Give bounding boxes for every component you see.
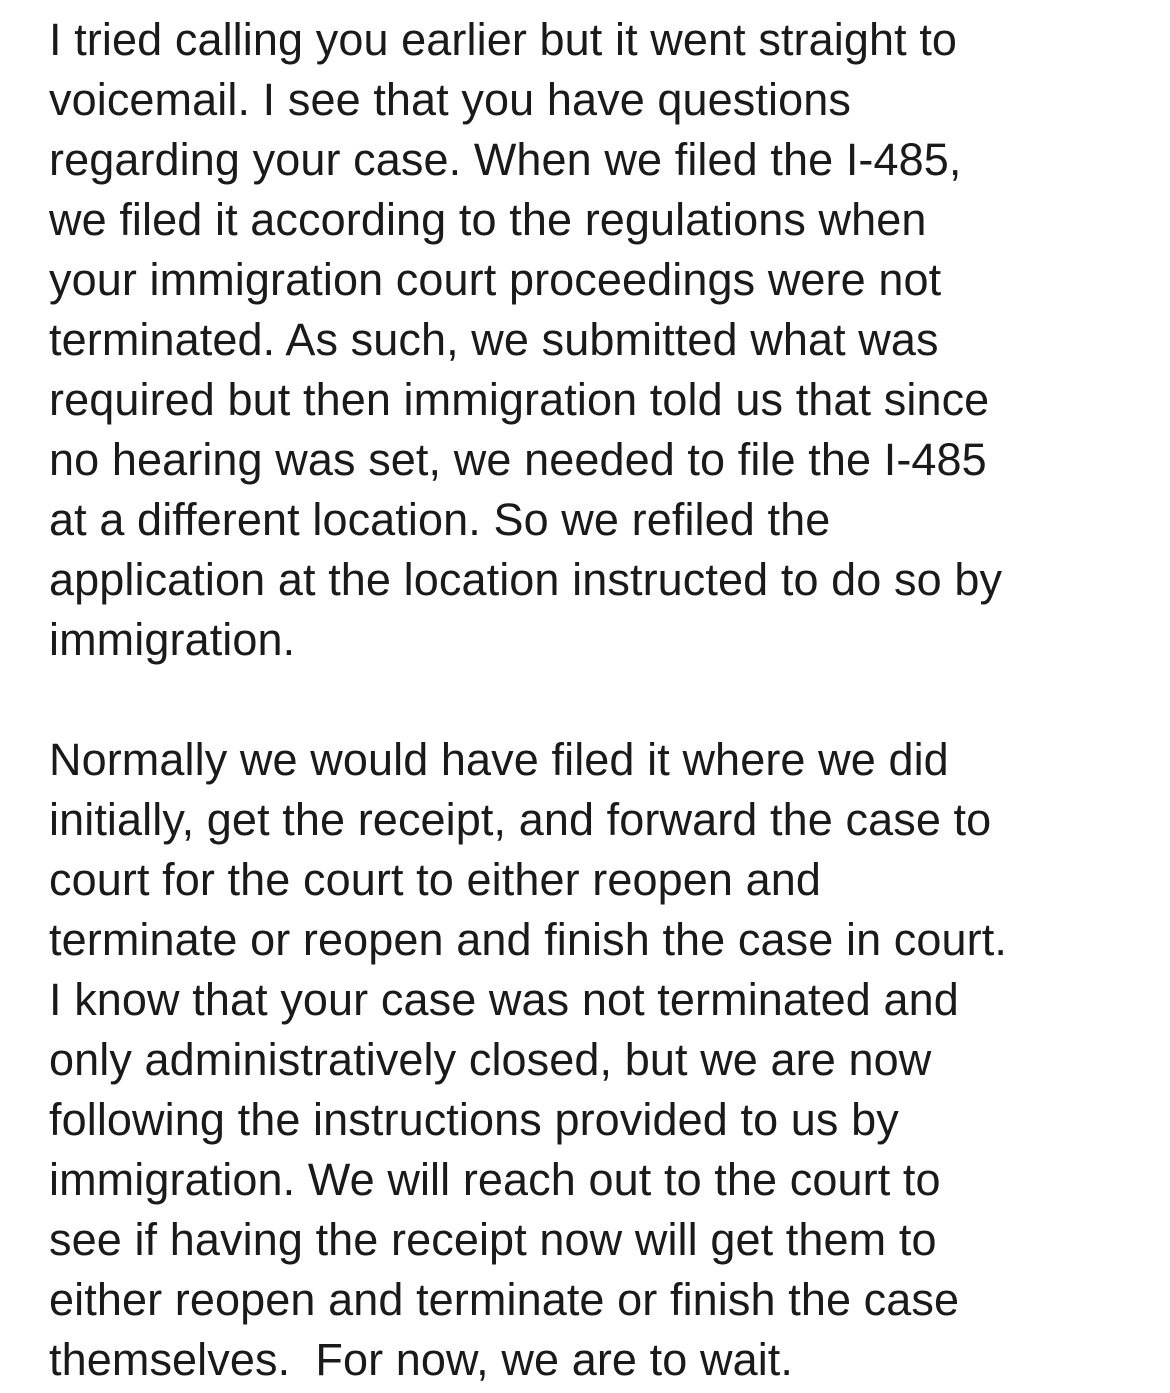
text-line: immigration. xyxy=(49,614,296,665)
text-line: application at the location instructed to do so by xyxy=(49,554,1003,605)
text-line: required but then immigration told us that since xyxy=(49,374,990,425)
text-line: themselves. For now, we are to wait. xyxy=(49,1334,794,1385)
text-line: voicemail. I see that you have questions xyxy=(49,74,851,125)
text-line: initially, get the receipt, and forward the case to xyxy=(49,794,992,845)
text-line: court for the court to either reopen and xyxy=(49,854,821,905)
message-paragraph-1 xyxy=(49,10,1149,670)
text-line: at a different location. So we refiled the xyxy=(49,494,831,545)
text-line: I know that your case was not terminated and xyxy=(49,974,959,1025)
text-line: only administratively closed, but we are now xyxy=(49,1034,932,1085)
text-line: terminate or reopen and finish the case in court. xyxy=(49,914,1007,965)
text-line: I tried calling you earlier but it went straight to xyxy=(49,14,958,65)
text-line: terminated. As such, we submitted what was xyxy=(49,314,939,365)
text-line: either reopen and terminate or finish the case xyxy=(49,1274,960,1325)
text-line: we filed it according to the regulations when xyxy=(49,194,927,245)
text-line: regarding your case. When we filed the I-485, xyxy=(49,134,962,185)
text-line: see if having the receipt now will get them to xyxy=(49,1214,937,1265)
text-line: following the instructions provided to us by xyxy=(49,1094,899,1145)
text-line: immigration. We will reach out to the court to xyxy=(49,1154,941,1205)
message-paragraph-2 xyxy=(49,730,1149,1390)
message-body xyxy=(49,10,1149,1390)
text-line: your immigration court proceedings were not xyxy=(49,254,942,305)
text-line: no hearing was set, we needed to file the I-485 xyxy=(49,434,987,485)
text-line: Normally we would have filed it where we did xyxy=(49,734,949,785)
